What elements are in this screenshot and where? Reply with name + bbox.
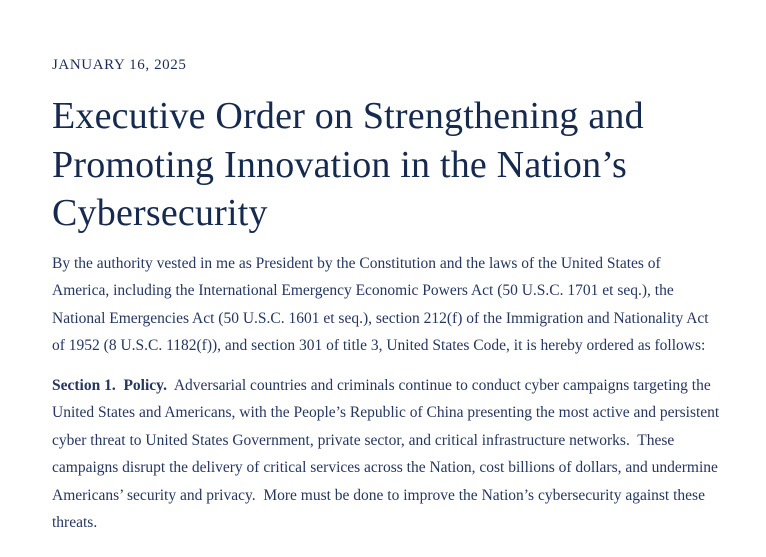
- section-1-heading: Section 1. Policy.: [52, 376, 167, 394]
- article-date: JANUARY 16, 2025: [52, 57, 187, 73]
- intro-paragraph: By the authority vested in me as President by the Constitution and the laws of the United States of America, including the International Emergency Economic Powers Act (50 U.S.C. 1701 et seq.), the National Emergencies Act (50 U.S.C. 1601 et seq.), section 212(f) of the Immigration and Nationality Act of 1952 (8 U.S.C. 1182(f)), and section 301 of title 3, United States Code, it is hereby ordered as follows:: [52, 254, 713, 355]
- page-title: Executive Order on Strengthening and Promoting Innovation in the Nation’s Cybersecurity: [52, 95, 644, 235]
- section-1-paragraph: [52, 372, 724, 537]
- section-1-text: Adversarial countries and criminals continue to conduct cyber campaigns targeting the United States and Americans, with the People’s Republic of China presenting the most active and persistent cyber threat to United States Government, private sector, and critical infrastructure networks. These campaigns disrupt the delivery of critical services across the Nation, cost billions of dollars, and undermine Americans’ security and privacy. More must be done to improve the Nation’s cybersecurity against these threats.: [52, 376, 724, 532]
